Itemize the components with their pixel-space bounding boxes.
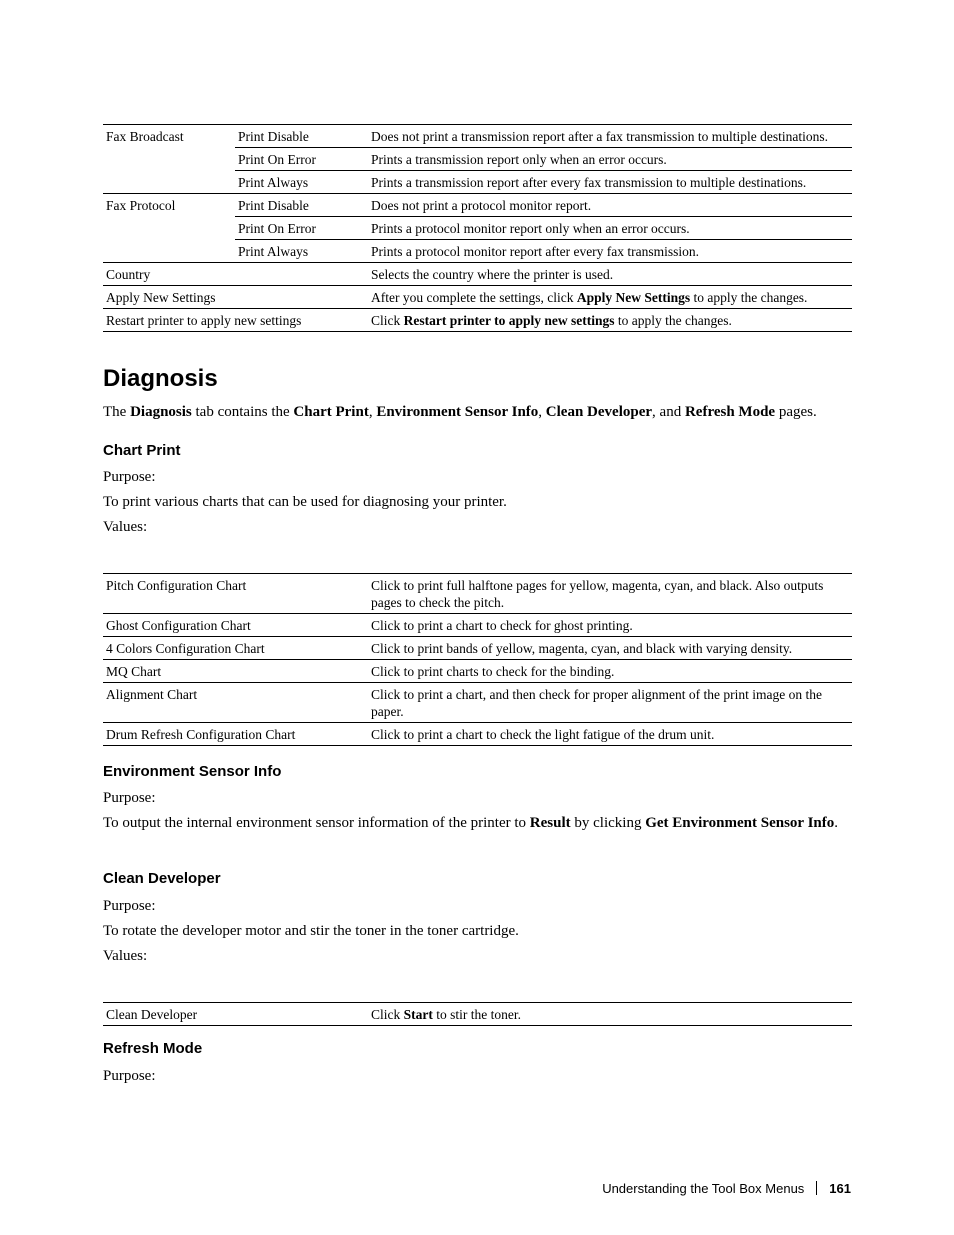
fax-settings-table (103, 124, 852, 332)
page-number: 161 (829, 1181, 851, 1196)
table-row: Ghost Configuration Chart Click to print a chart to check for ghost printing. (103, 614, 852, 637)
env-sensor-heading: Environment Sensor Info (103, 763, 282, 780)
table-row: Apply New Settings After you complete the settings, click Apply New Settings to apply the changes. (103, 286, 852, 309)
table-row: Pitch Configuration Chart Click to print full halftone pages for yellow, magenta, cyan, and black. Also outputs pages to check the pitch. (103, 574, 852, 614)
footer-divider (816, 1181, 817, 1195)
purpose-text: To output the internal environment sensor information of the printer to Result by clicking Get Environment Sensor Info. (103, 815, 838, 831)
table-row: Country Selects the country where the printer is used. (103, 263, 852, 286)
values-label: Values: (103, 519, 148, 535)
chart-print-table (103, 573, 852, 746)
table-row: Print Always Prints a protocol monitor report after every fax transmission. (103, 240, 852, 263)
table-row: Restart printer to apply new settings Click Restart printer to apply new settings to apply the changes. (103, 309, 852, 332)
page-footer (602, 1181, 851, 1196)
purpose-label: Purpose: (103, 790, 156, 806)
table-row: Fax Protocol Print Disable Does not print a protocol monitor report. (103, 194, 852, 217)
chart-print-heading: Chart Print (103, 442, 181, 459)
table-row: Print Always Prints a transmission report after every fax transmission to multiple destinations. (103, 171, 852, 194)
diagnosis-intro: The Diagnosis tab contains the Chart Print, Environment Sensor Info, Clean Developer, and Refresh Mode pages. (103, 404, 817, 420)
footer-section-title: Understanding the Tool Box Menus (602, 1181, 805, 1196)
page-title: Diagnosis (103, 365, 218, 392)
purpose-text: To print various charts that can be used for diagnosing your printer. (103, 494, 507, 510)
table-row: Fax Broadcast Print Disable Does not print a transmission report after a fax transmission to multiple destinations. (103, 125, 852, 148)
refresh-mode-heading: Refresh Mode (103, 1040, 203, 1057)
clean-developer-table (103, 1002, 852, 1026)
table-row: Clean Developer Click Start to stir the toner. (103, 1003, 852, 1026)
table-row: Print On Error Prints a transmission report only when an error occurs. (103, 148, 852, 171)
table-row: Print On Error Prints a protocol monitor report only when an error occurs. (103, 217, 852, 240)
table-row: Drum Refresh Configuration Chart Click to print a chart to check the light fatigue of the drum unit. (103, 723, 852, 746)
table-row: MQ Chart Click to print charts to check for the binding. (103, 660, 852, 683)
purpose-text: To rotate the developer motor and stir the toner in the toner cartridge. (103, 923, 519, 939)
clean-developer-heading: Clean Developer (103, 870, 221, 887)
purpose-label: Purpose: (103, 898, 156, 914)
purpose-label: Purpose: (103, 469, 156, 485)
table-row: Alignment Chart Click to print a chart, and then check for proper alignment of the print image on the paper. (103, 683, 852, 723)
purpose-label: Purpose: (103, 1068, 156, 1084)
values-label: Values: (103, 948, 148, 964)
table-row: 4 Colors Configuration Chart Click to print bands of yellow, magenta, cyan, and black with varying density. (103, 637, 852, 660)
